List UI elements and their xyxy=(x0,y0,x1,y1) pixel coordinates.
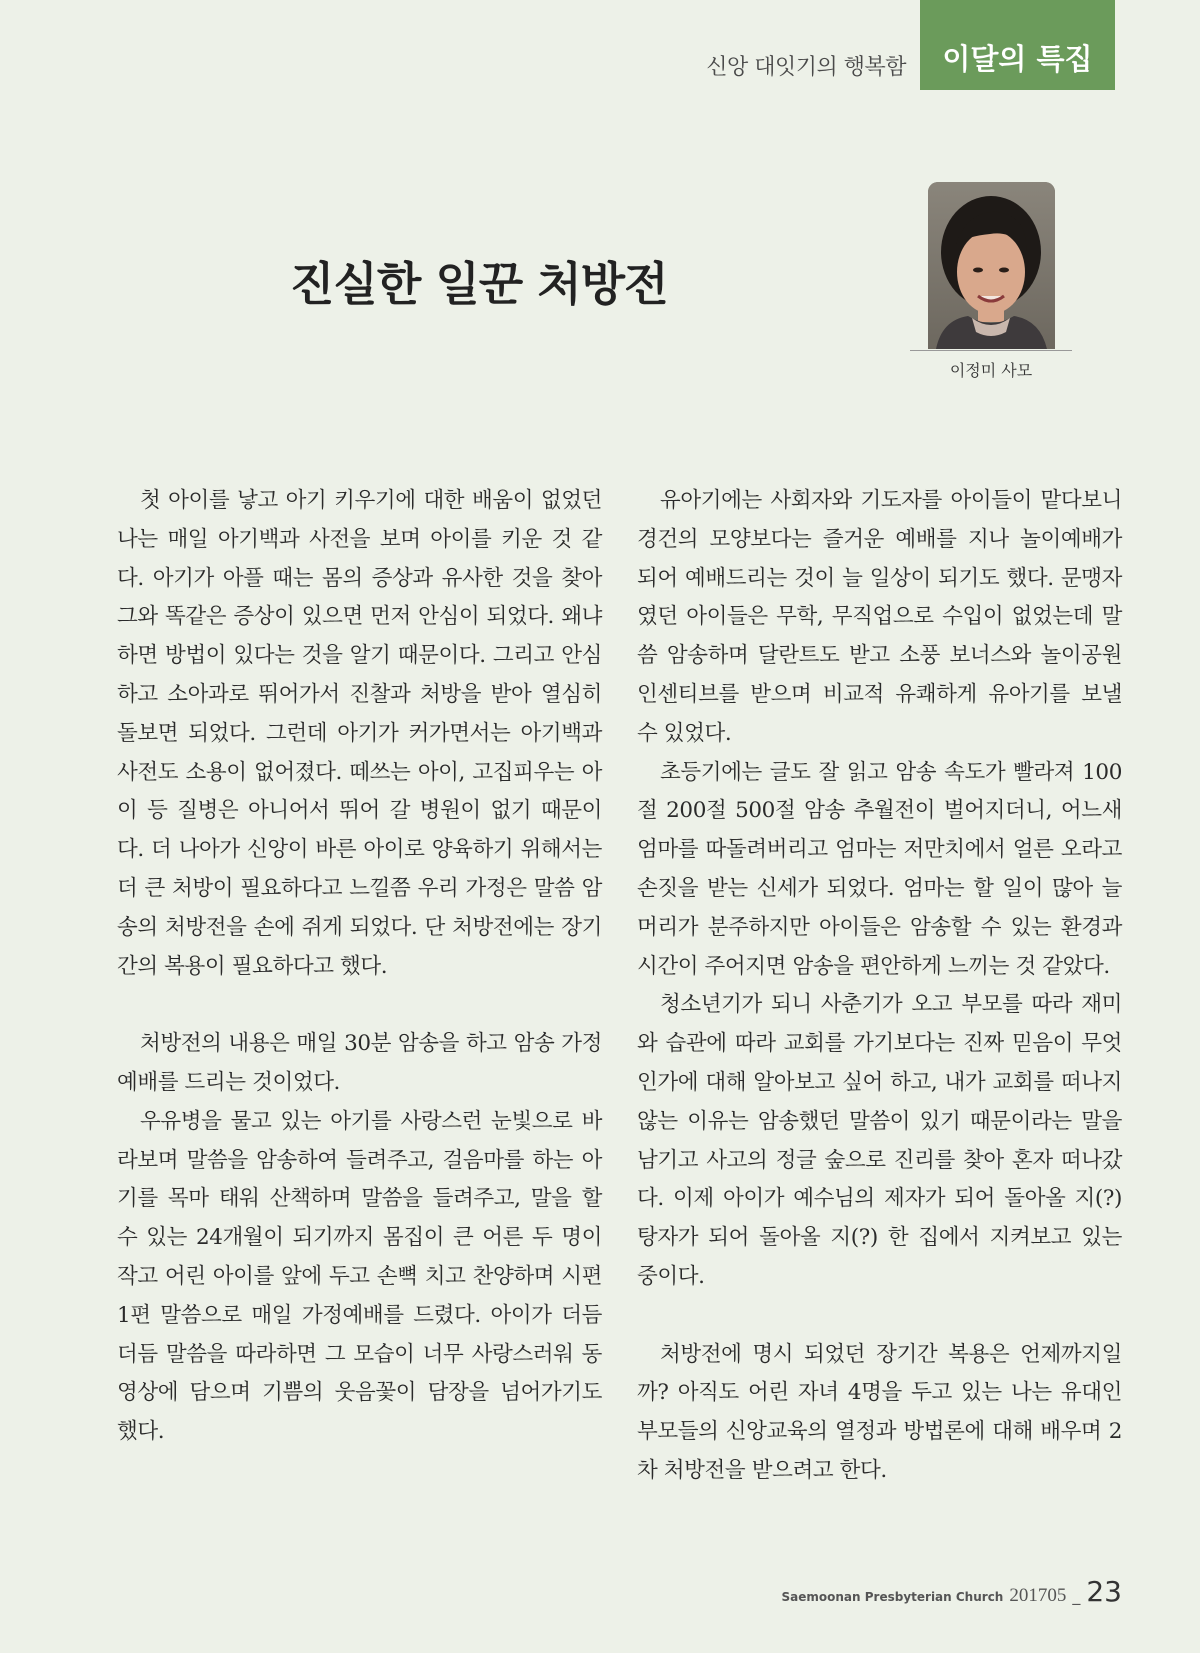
feature-badge: 이달의 특집 xyxy=(920,0,1115,90)
paragraph: 처방전에 명시 되었던 장기간 복용은 언제까지일까? 아직도 어린 자녀 4명을 두고 있는 나는 유대인 부모들의 신앙교육의 열정과 방법론에 대해 배우며 2차 처방전을 받으려고 한다. xyxy=(637,1341,1122,1483)
author-caption: 이정미 사모 xyxy=(949,361,1033,380)
article-column-right xyxy=(637,482,1122,1491)
paragraph: 유아기에는 사회자와 기도자를 아이들이 맡다보니 경건의 모양보다는 즐거운 예배를 지나 놀이예배가 되어 예배드리는 것이 늘 일상이 되기도 했다. 문맹자였던 아이들은 무학, 무직업으로 수입이 없었는데 말씀 암송하며 달란트도 받고 소풍 보너스와 놀이공원 인센티브를 받으며 비교적 유쾌하게 유아기를 보낼 수 있었다. xyxy=(637,488,1122,746)
author-portrait-image xyxy=(928,182,1055,349)
paragraph: 처방전의 내용은 매일 30분 암송을 하고 암송 가정예배를 드리는 것이었다. xyxy=(117,1031,602,1095)
section-title: 신앙 대잇기의 행복함 xyxy=(706,55,906,80)
page-footer xyxy=(782,1575,1122,1608)
paragraph: 청소년기가 되니 사춘기가 오고 부모를 따라 재미와 습관에 따라 교회를 가기보다는 진짜 믿음이 무엇인가에 대해 알아보고 싶어 하고, 내가 교회를 떠나지 않는 이유는 암송했던 말씀이 있기 때문이라는 말을 남기고 사고의 정글 숲으로 진리를 찾아 혼자 떠나갔다. 이제 아이가 예수님의 제자가 되어 돌아올 지(?) 탕자가 되어 돌아올 지(?) 한 집에서 지켜보고 있는 중이다. xyxy=(637,992,1122,1289)
photo-divider xyxy=(910,350,1072,351)
paragraph: 초등기에는 글도 잘 읽고 암송 속도가 빨라져 100절 200절 500절 암송 추월전이 벌어지더니, 어느새 엄마를 따돌려버리고 엄마는 저만치에서 얼른 오라고 손짓을 받는 신세가 되었다. 엄마는 할 일이 많아 늘 머리가 분주하지만 아이들은 암송할 수 있는 환경과 시간이 주어지면 암송을 편안하게 느끼는 것 같았다. xyxy=(637,759,1122,979)
church-name: Saemoonan Presbyterian Church xyxy=(781,1590,1004,1604)
author-photo xyxy=(928,182,1055,349)
article-column-left xyxy=(117,482,602,1452)
footer-separator: _ xyxy=(1072,1586,1081,1605)
page-number: 23 xyxy=(1086,1575,1122,1608)
paragraph: 첫 아이를 낳고 아기 키우기에 대한 배움이 없었던 나는 매일 아기백과 사전을 보며 아이를 키운 것 같다. 아기가 아플 때는 몸의 증상과 유사한 것을 찾아 그와 똑같은 증상이 있으면 먼저 안심이 되었다. 왜냐하면 방법이 있다는 것을 알기 때문이다. 그리고 안심하고 소아과로 뛰어가서 진찰과 처방을 받아 열심히 돌보면 되었다. 그런데 아기가 커가면서는 아기백과 사전도 소용이 없어졌다. 떼쓰는 아이, 고집피우는 아이 등 질병은 아니어서 뛰어 갈 병원이 없기 때문이다. 더 나아가 신앙이 바른 아이로 양육하기 위해서는 더 큰 처방이 필요하다고 느낄쯤 우리 가정은 말씀 암송의 처방전을 손에 쥐게 되었다. 단 처방전에는 장기간의 복용이 필요하다고 했다. xyxy=(117,488,602,979)
paragraph: 우유병을 물고 있는 아기를 사랑스런 눈빛으로 바라보며 말씀을 암송하여 들려주고, 걸음마를 하는 아기를 목마 태워 산책하며 말씀을 들려주고, 말을 할 수 있는 24개월이 되기까지 몸집이 큰 어른 두 명이 작고 어린 아이를 앞에 두고 손뼉 치고 찬양하며 시편 1편 말씀으로 매일 가정예배를 드렸다. 아이가 더듬더듬 말씀을 따라하면 그 모습이 너무 사랑스러워 동영상에 담으며 기쁨의 웃음꽃이 담장을 넘어가기도 했다. xyxy=(117,1108,602,1445)
issue-number: 201705 xyxy=(1009,1585,1067,1606)
article-title: 진실한 일꾼 처방전 xyxy=(290,257,668,311)
